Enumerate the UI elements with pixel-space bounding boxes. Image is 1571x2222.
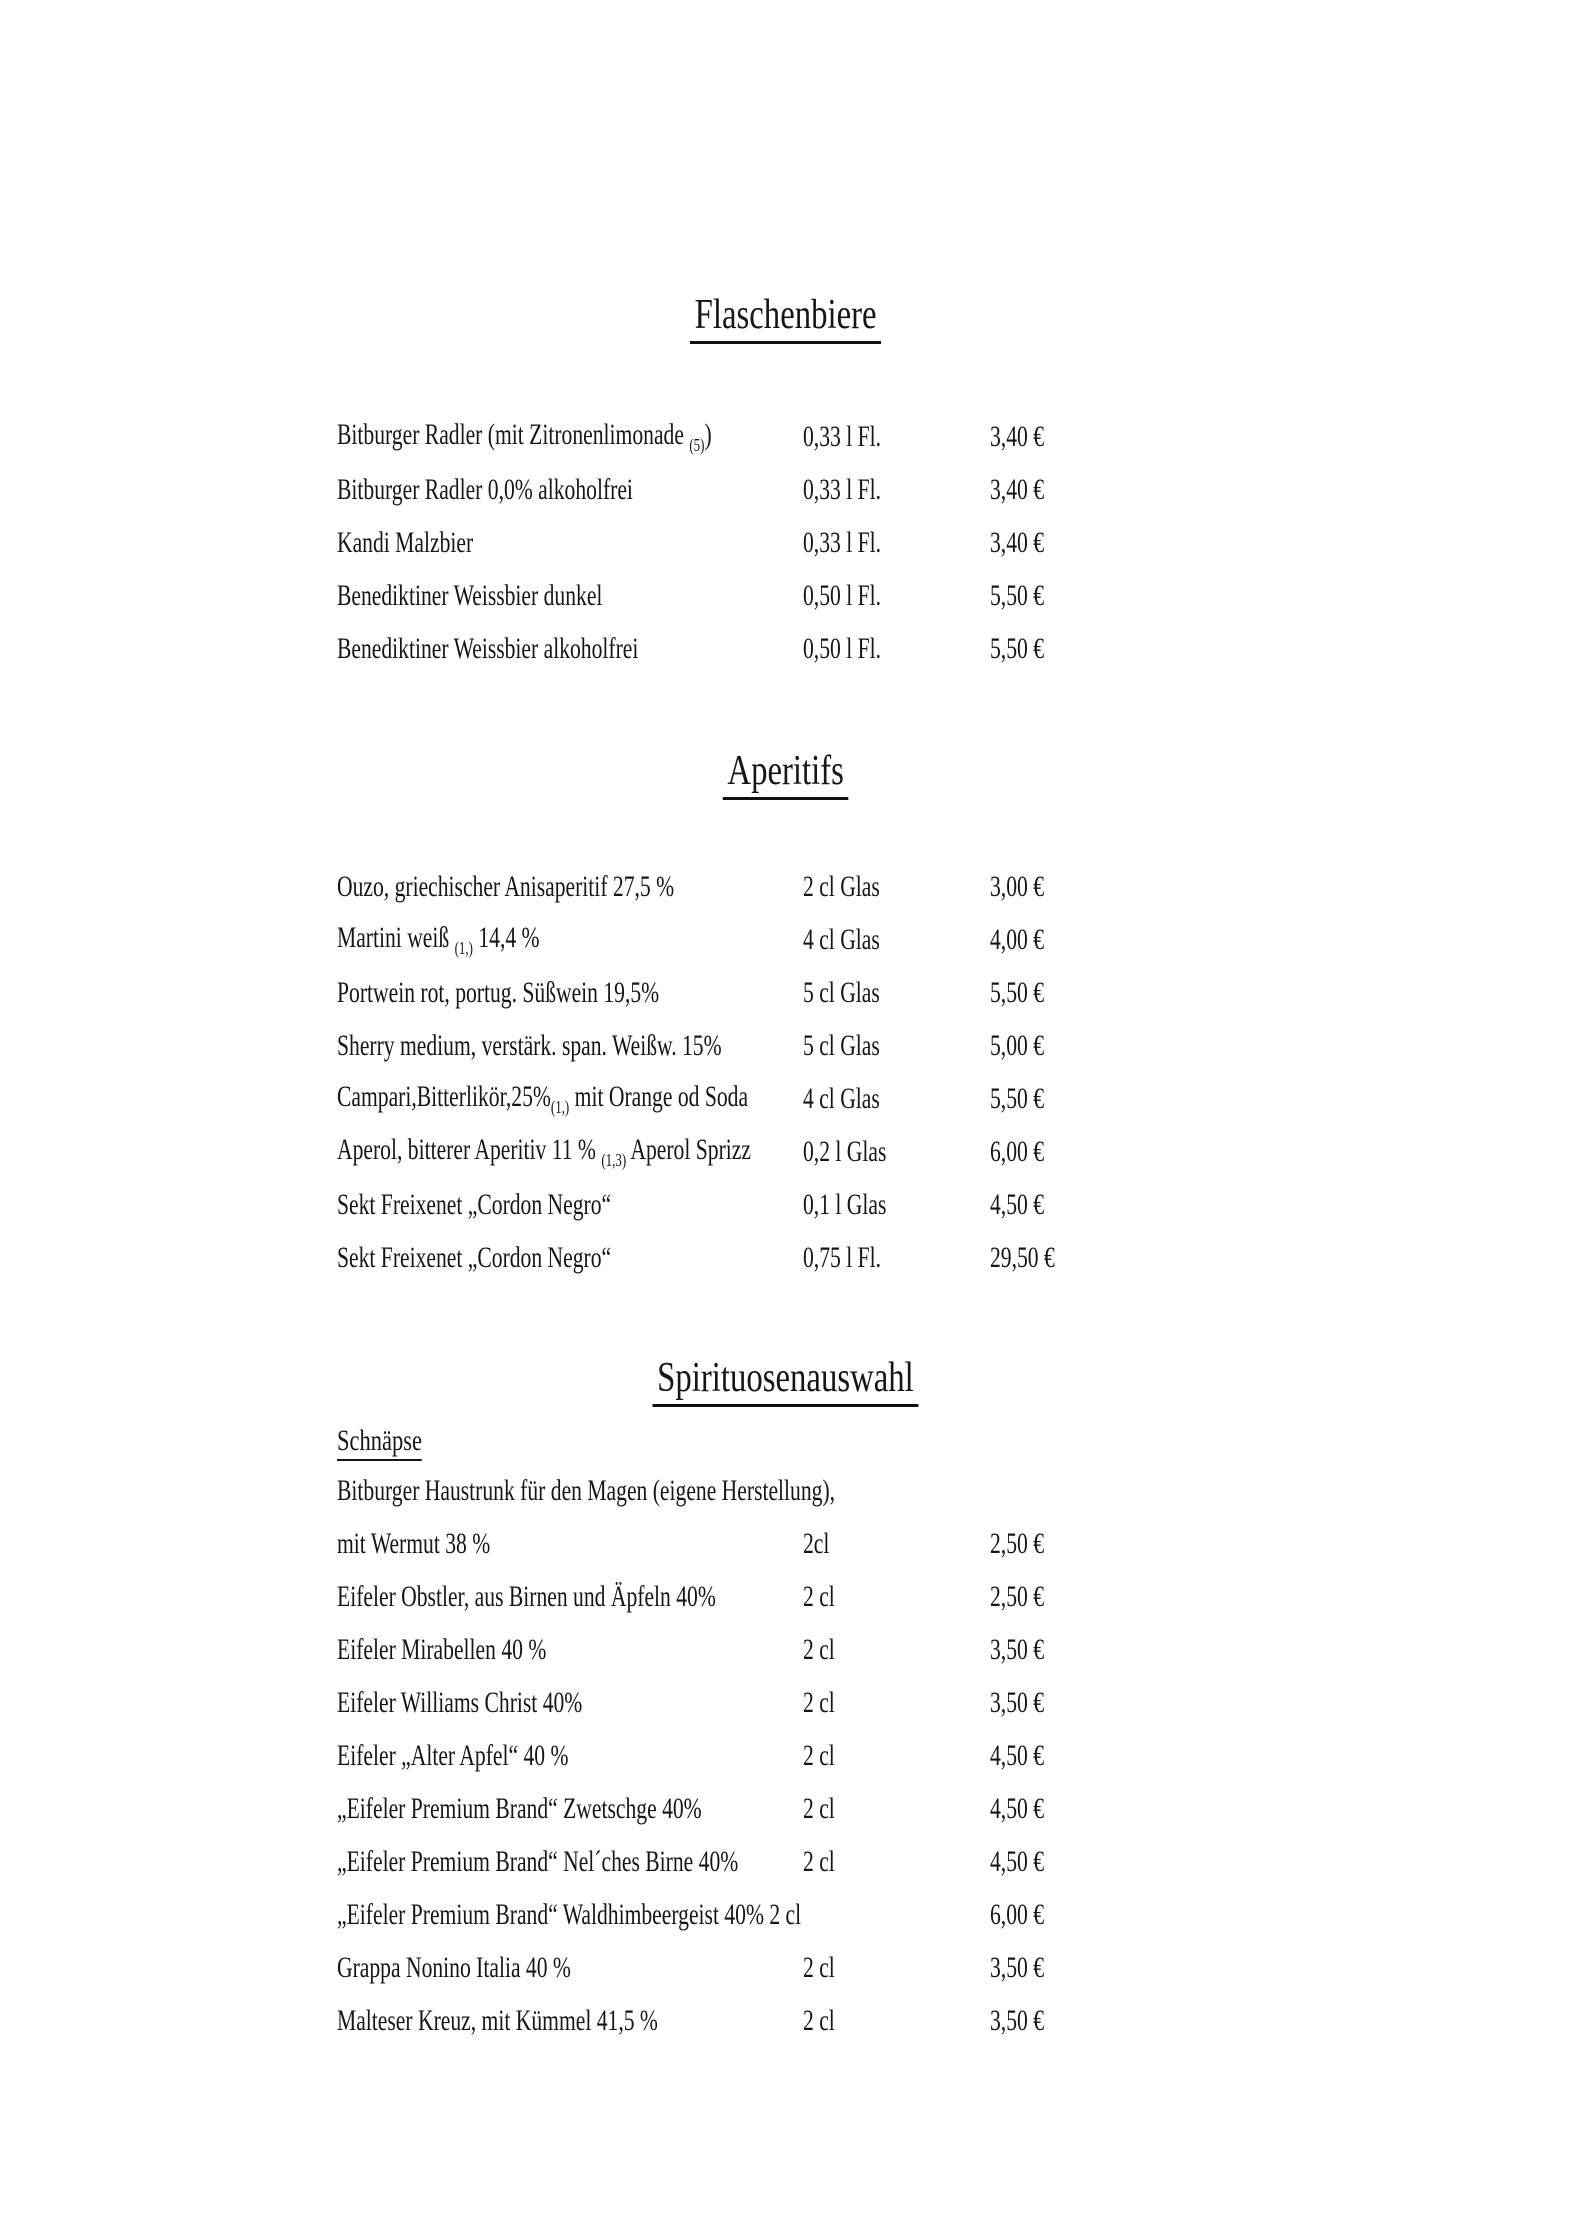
item-name: Portwein rot, portug. Süßwein 19,5%	[337, 975, 660, 1009]
menu-row	[337, 1888, 1541, 1941]
menu-row	[337, 1941, 1541, 1994]
item-name: Malteser Kreuz, mit Kümmel 41,5 %	[337, 2003, 658, 2037]
section-title-text: Aperitifs	[723, 748, 849, 800]
item-quantity: 5 cl Glas	[803, 1028, 880, 1062]
menu-row	[337, 1994, 1541, 2047]
item-price: 5,50 €	[990, 578, 1044, 612]
item-quantity: 0,33 l Fl.	[803, 472, 882, 506]
footnote-marker: (5)	[689, 434, 705, 455]
item-quantity: 0,50 l Fl.	[803, 631, 882, 665]
menu-row	[337, 410, 1541, 463]
item-quantity: 0,50 l Fl.	[803, 578, 882, 612]
item-quantity: 2 cl	[803, 1950, 835, 1984]
item-price: 3,50 €	[990, 2003, 1044, 2037]
item-quantity: 2 cl	[803, 1685, 835, 1719]
footnote-marker: (1,)	[550, 1096, 570, 1117]
item-name: Kandi Malzbier	[337, 525, 474, 559]
menu-row	[337, 1623, 1541, 1676]
menu-row	[337, 1570, 1541, 1623]
item-name: „Eifeler Premium Brand“ Waldhimbeergeist 40% 2 cl	[337, 1897, 802, 1931]
item-name: Bitburger Haustrunk für den Magen (eigene Herstellung),	[337, 1473, 836, 1507]
item-price: 3,50 €	[990, 1685, 1044, 1719]
item-quantity: 5 cl Glas	[803, 975, 880, 1009]
item-price: 3,40 €	[990, 472, 1044, 506]
section-title-flaschenbiere	[0, 292, 1571, 344]
menu-row	[337, 463, 1541, 516]
menu-row	[337, 1782, 1541, 1835]
menu-row	[337, 1729, 1541, 1782]
item-name: Eifeler Williams Christ 40%	[337, 1685, 583, 1719]
item-quantity: 2 cl	[803, 1844, 835, 1878]
item-price: 3,40 €	[990, 525, 1044, 559]
menu-row	[337, 1231, 1541, 1284]
item-price: 5,00 €	[990, 1028, 1044, 1062]
item-quantity: 0,33 l Fl.	[803, 525, 882, 559]
item-name: „Eifeler Premium Brand“ Nel´ches Birne 40%	[337, 1844, 739, 1878]
item-name: mit Wermut 38 %	[337, 1526, 491, 1560]
item-price: 3,50 €	[990, 1632, 1044, 1666]
item-quantity: 0,33 l Fl.	[803, 419, 882, 453]
menu-row	[337, 1517, 1541, 1570]
section-title-text: Spirituosenauswahl	[653, 1355, 919, 1407]
item-quantity: 4 cl Glas	[803, 1081, 880, 1115]
item-quantity: 2 cl	[803, 1738, 835, 1772]
item-price: 3,00 €	[990, 869, 1044, 903]
item-name: Eifeler Mirabellen 40 %	[337, 1632, 547, 1666]
menu-row	[337, 1072, 1541, 1125]
item-name: Bitburger Radler 0,0% alkoholfrei	[337, 472, 633, 506]
section-items-schnaepse	[337, 1464, 1541, 2047]
item-price: 6,00 €	[990, 1897, 1044, 1931]
menu-row	[337, 1464, 1541, 1517]
item-price: 29,50 €	[990, 1240, 1055, 1274]
item-price: 2,50 €	[990, 1526, 1044, 1560]
menu-row	[337, 1019, 1541, 1072]
item-quantity: 2cl	[803, 1526, 830, 1560]
section-items-aperitifs	[337, 860, 1541, 1284]
section-subtitle-text: Schnäpse	[337, 1424, 422, 1461]
item-name: Eifeler Obstler, aus Birnen und Äpfeln 40%	[337, 1579, 716, 1613]
item-name: Ouzo, griechischer Anisaperitif 27,5 %	[337, 869, 675, 903]
item-name: Benediktiner Weissbier alkoholfrei	[337, 631, 639, 665]
item-quantity: 2 cl	[803, 2003, 835, 2037]
item-name: Sekt Freixenet „Cordon Negro“	[337, 1187, 612, 1221]
section-items-flaschenbiere	[337, 410, 1541, 675]
item-price: 5,50 €	[990, 631, 1044, 665]
item-price: 6,00 €	[990, 1134, 1044, 1168]
item-price: 2,50 €	[990, 1579, 1044, 1613]
item-quantity: 2 cl	[803, 1791, 835, 1825]
section-title-aperitifs	[0, 748, 1571, 800]
item-name: Eifeler „Alter Apfel“ 40 %	[337, 1738, 569, 1772]
item-price: 4,50 €	[990, 1187, 1044, 1221]
item-name: Aperol, bitterer Aperitiv 11 % $_{(1,3)}$ Aperol Sprizz	[337, 1132, 751, 1170]
section-title-text: Flaschenbiere	[690, 292, 881, 344]
menu-row	[337, 516, 1541, 569]
item-price: 4,00 €	[990, 922, 1044, 956]
item-name: „Eifeler Premium Brand“ Zwetschge 40%	[337, 1791, 702, 1825]
item-quantity: 4 cl Glas	[803, 922, 880, 956]
item-quantity: 2 cl	[803, 1579, 835, 1613]
item-name: Bitburger Radler (mit Zitronenlimonade $_{(5)}$)	[337, 417, 712, 455]
item-name: Sekt Freixenet „Cordon Negro“	[337, 1240, 612, 1274]
section-subtitle-schnaepse	[337, 1424, 450, 1461]
menu-row	[337, 569, 1541, 622]
footnote-marker: (1,3)	[601, 1149, 627, 1170]
menu-row	[337, 1178, 1541, 1231]
menu-row	[337, 966, 1541, 1019]
item-price: 4,50 €	[990, 1791, 1044, 1825]
menu-row	[337, 1125, 1541, 1178]
item-price: 5,50 €	[990, 975, 1044, 1009]
item-name: Martini weiß $_{(1,)}$ 14,4 %	[337, 920, 540, 958]
item-quantity: 0,1 l Glas	[803, 1187, 887, 1221]
footnote-marker: (1,)	[454, 937, 473, 958]
item-quantity: 2 cl	[803, 1632, 835, 1666]
menu-row	[337, 622, 1541, 675]
item-price: 5,50 €	[990, 1081, 1044, 1115]
menu-row	[337, 860, 1541, 913]
menu-row	[337, 913, 1541, 966]
item-name: Sherry medium, verstärk. span. Weißw. 15%	[337, 1028, 722, 1062]
menu-row	[337, 1835, 1541, 1888]
item-quantity: 2 cl Glas	[803, 869, 880, 903]
item-quantity: 0,75 l Fl.	[803, 1240, 882, 1274]
item-price: 3,50 €	[990, 1950, 1044, 1984]
item-price: 3,40 €	[990, 419, 1044, 453]
item-quantity: 0,2 l Glas	[803, 1134, 887, 1168]
section-title-spirituosenauswahl	[0, 1355, 1571, 1407]
item-name: Benediktiner Weissbier dunkel	[337, 578, 603, 612]
item-price: 4,50 €	[990, 1738, 1044, 1772]
item-name: Grappa Nonino Italia 40 %	[337, 1950, 571, 1984]
item-price: 4,50 €	[990, 1844, 1044, 1878]
item-name: $Campari,Bitterlikör,25\%_{(1,)}$ mit Orange od Soda	[337, 1079, 749, 1117]
menu-row	[337, 1676, 1541, 1729]
